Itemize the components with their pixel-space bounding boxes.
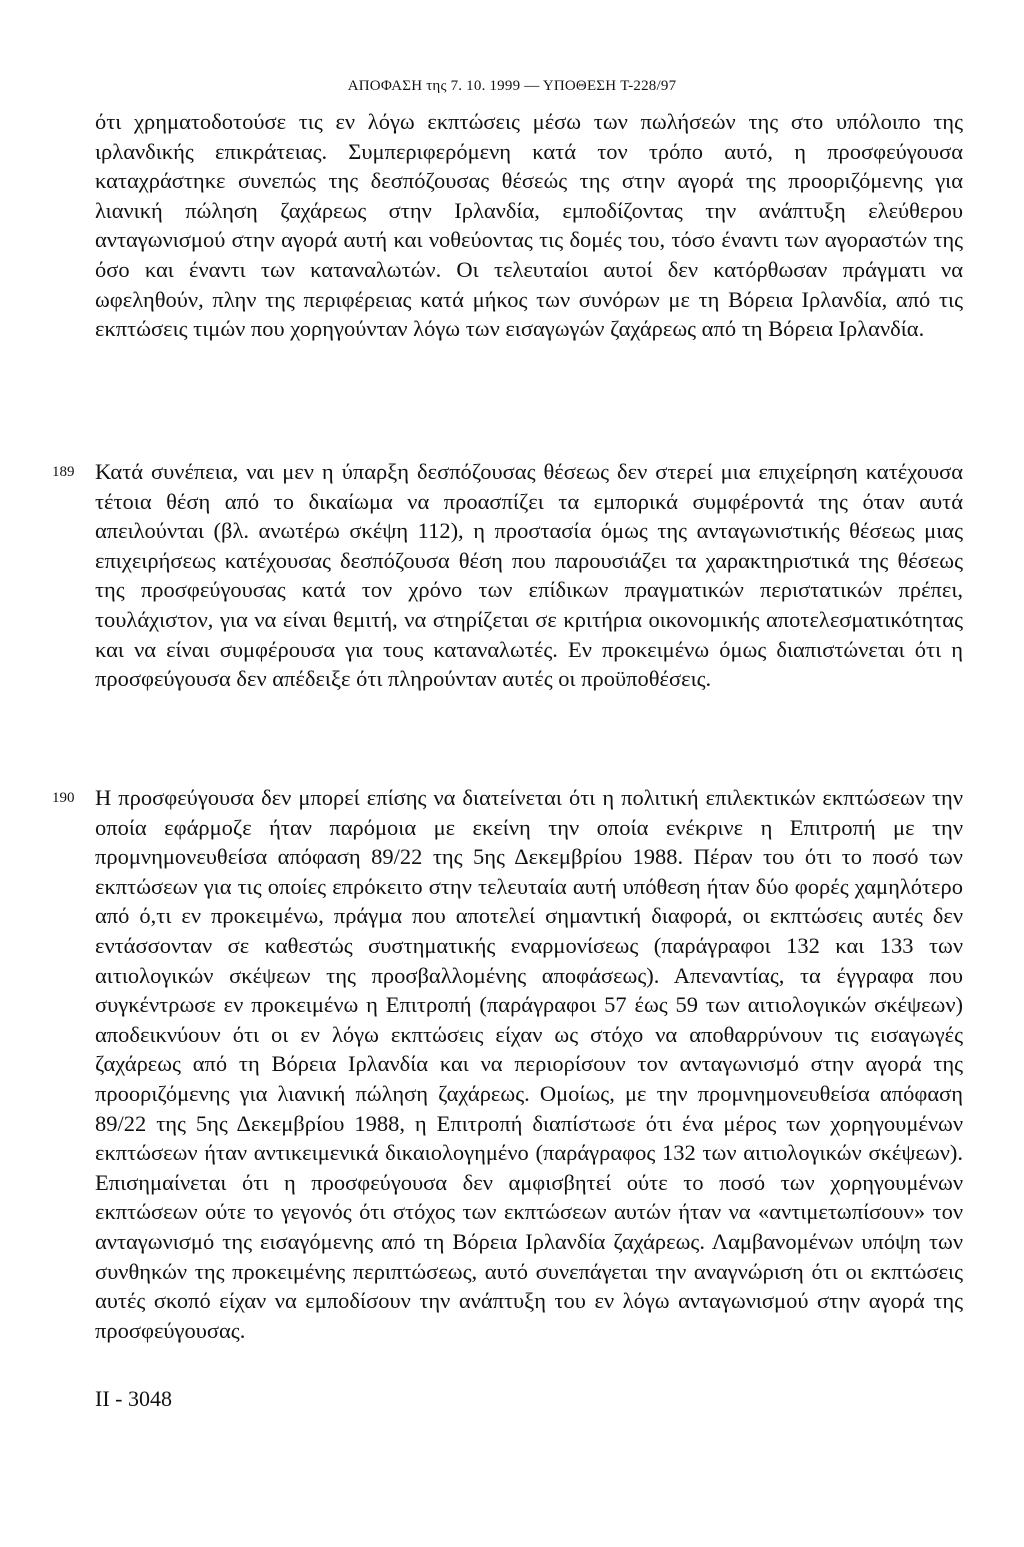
paragraph-190: Η προσφεύγουσα δεν μπορεί επίσης να διατείνεται ότι η πολιτική επιλεκτικών εκπτώσεων την οποία εφάρμοζε ήταν παρόμοια με εκείνη την οποία ενέκρινε η Επιτροπή με την προμνημονευθείσα απόφαση 89/22 της 5ης Δεκεμβρίου 1988. Πέραν του ότι το ποσό των εκπτώσεων για τις οποίες επρόκειτο στην τελευταία αυτή υπόθεση ήταν δύο φορές χαμηλότερο από ό,τι εν προκειμένω, πράγμα που αποτελεί σημαντική διαφορά, οι εκπτώσεις αυτές δεν εντάσσονταν σε καθεστώς συστηματικής εναρμονίσεως (παράγραφοι 132 και 133 των αιτιολογικών σκέψεων της προσβαλλομένης αποφάσεως). Απεναντίας, τα έγγραφα που συγκέντρωσε εν προκειμένω η Επιτροπή (παράγραφοι 57 έως 59 των αιτιολογικών σκέψεων) αποδεικνύουν ότι οι εν λόγω εκπτώσεις είχαν ως στόχο να αποθαρρύνουν τις εισαγωγές ζαχάρεως από τη Βόρεια Ιρλανδία και να περιορίσουν τον ανταγωνισμό στην αγορά της προοριζόμενης για λιανική πώληση ζαχάρεως. Ομοίως, με την προμνημονευθείσα απόφαση 89/22 της 5ης Δεκεμβρίου 1988, η Επιτροπή διαπίστωσε ότι ένα μέρος των χορηγουμένων εκπτώσεων ήταν αντικειμενικά δικαιολογημένο (παράγραφος 132 των αιτιολογικών σκέψεων). Επισημαίνεται ότι η προσφεύγουσα δεν αμφισβητεί ούτε το ποσό των χορηγουμένων εκπτώσεων ούτε το γεγονός ότι στόχος των εκπτώσεων αυτών ήταν να «αντιμετωπίσουν» τον ανταγωνισμό της εισαγόμενης από τη Βόρεια Ιρλανδία ζαχάρεως. Λαμβανομένων υπόψη των συνθηκών της προκειμένης περιπτώσεως, αυτό συνεπάγεται την αναγνώριση ότι οι εκπτώσεις αυτές σκοπό είχαν να εμποδίσουν την ανάπτυξη του εν λόγω ανταγωνισμού στην αγορά της προσφεύγουσας. xyxy=(95,785,963,1343)
paragraph-number-190: 190 xyxy=(52,790,75,806)
page-number: II - 3048 xyxy=(95,1386,172,1411)
paragraph-number-189: 189 xyxy=(52,464,75,480)
paragraph-189: Κατά συνέπεια, ναι μεν η ύπαρξη δεσπόζουσας θέσεως δεν στερεί μια επιχείρηση κατέχουσα τέτοια θέση από το δικαίωμα να προασπίζει τα εμπορικά συμφέροντά της όταν αυτά απειλούνται (βλ. ανωτέρω σκέψη 112), η προστασία όμως της ανταγωνιστικής θέσεως μιας επιχειρήσεως κατέχουσας δεσπόζουσα θέση που παρουσιάζει τα χαρακτηριστικά της θέσεως της προσφεύγουσας κατά τον χρόνο των επίδικων πραγματικών περιστατικών πρέπει, τουλάχιστον, για να είναι θεμιτή, να στηρίζεται σε κριτήρια οικονομικής αποτελεσματικότητας και να είναι συμφέρουσα για τους καταναλωτές. Εν προκειμένω όμως διαπιστώνεται ότι η προσφεύγουσα δεν απέδειξε ότι πληρούνταν αυτές οι προϋποθέσεις. xyxy=(95,459,963,692)
continued-paragraph: ότι χρηματοδοτούσε τις εν λόγω εκπτώσεις μέσω των πωλήσεών της στο υπόλοιπο της ιρλανδικής επικράτειας. Συμπεριφερόμενη κατά τον τρόπο αυτό, η προσφεύγουσα καταχράστηκε συνεπώς της δεσπόζουσας θέσεώς της στην αγορά της προοριζόμενης για λιανική πώληση ζαχάρεως στην Ιρλανδία, εμποδίζοντας την ανάπτυξη ελεύθερου ανταγωνισμού στην αγορά αυτή και νοθεύοντας τις δομές του, τόσο έναντι των αγοραστών της όσο και έναντι των καταναλωτών. Οι τελευταίοι αυτοί δεν κατόρθωσαν πράγματι να ωφεληθούν, πλην της περιφέρειας κατά μήκος των συνόρων με τη Βόρεια Ιρλανδία, από τις εκπτώσεις τιμών που χορηγούνταν λόγω των εισαγωγών ζαχάρεως από τη Βόρεια Ιρλανδία. xyxy=(95,109,963,342)
running-header: ΑΠΟΦΑΣΗ της 7. 10. 1999 — ΥΠΟΘΕΣΗ T-228/97 xyxy=(347,78,677,94)
